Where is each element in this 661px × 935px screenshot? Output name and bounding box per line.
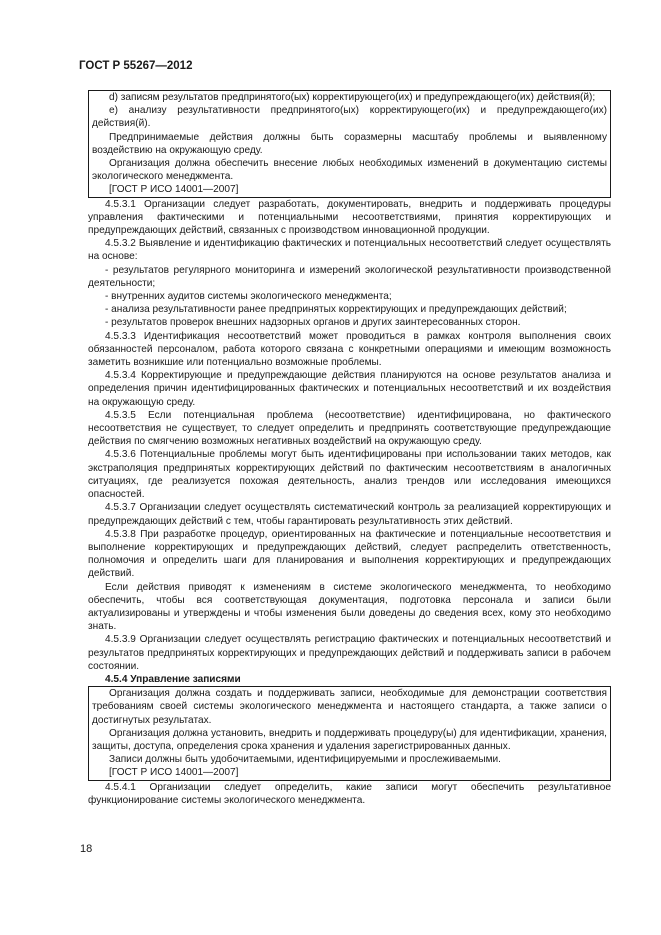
box-reference: [ГОСТ Р ИСО 14001—2007]	[109, 184, 239, 196]
clause-4-5-3-2: 4.5.3.2 Выявление и идентификацию фактических и потенциальных несоответствий следует осуществлять на основе:	[88, 238, 611, 263]
box-paragraph: Организация должна обеспечить внесение любых необходимых изменений в документацию системы экологического менеджмента.	[92, 158, 607, 183]
quote-box-corrective-actions	[88, 90, 611, 198]
box-reference: [ГОСТ Р ИСО 14001—2007]	[109, 767, 239, 779]
body-text-section-2	[88, 781, 611, 807]
clause-4-5-3-9: 4.5.3.9 Организации следует осуществлять регистрацию фактических и потенциальных несоответствий и результатов предпринятых корректирующих и предупреждающих действий и поддерживать записи в рабочем состоянии.	[88, 634, 611, 672]
box-paragraph: Организация должна установить, внедрить и поддерживать процедуру(ы) для идентификации, хранения, защиты, доступа, определения срока хранения и удаления зарегистрированных данных.	[92, 727, 607, 752]
clause-4-5-3-4: 4.5.3.4 Корректирующие и предупреждающие действия планируются на основе результатов анализа и определения причин идентифицированных фактических и потенциальных несоответствий и их воздействия на окружающую среду.	[88, 370, 611, 408]
clause-4-5-3-6: 4.5.3.6 Потенциальные проблемы могут быть идентифицированы при использовании таких методов, как экстраполяция предпринятых корректирующих действий по фактическим несоответствиям в аналогичных ситуациях, где реализуется похожая деятельность, анализ трендов или исследования имеющихся опасностей.	[88, 449, 611, 501]
list-item: - анализа результативности ранее предпринятых корректирующих и предупреждающих действий;	[105, 304, 567, 316]
page-content	[88, 90, 611, 807]
body-text-section-1	[88, 198, 611, 673]
clause-4-5-3-7: 4.5.3.7 Организации следует осуществлять систематический контроль за реализацией корректирующих и предупреждающих действий с тем, чтобы гарантировать результативность этих действий.	[88, 502, 611, 527]
box-item-e: e) анализу результативности предпринятого(ых) корректирующего(их) и предупреждающего(их) действия(й).	[92, 105, 607, 130]
clause-4-5-3-8: 4.5.3.8 При разработке процедур, ориентированных на фактические и потенциальные несоответствия и выполнение корректирующих и предупреждающих действий, следует распределить ответственность, полномочия и определить шаги для планирования и выполнения корректирующих и предупреждающих действий.	[88, 528, 611, 580]
list-item: - результатов регулярного мониторинга и измерений экологической результативности производственной деятельности;	[88, 264, 611, 289]
box-paragraph: Записи должны быть удобочитаемыми, идентифицируемыми и прослеживаемыми.	[109, 754, 501, 766]
page-header: ГОСТ Р 55267—2012	[79, 60, 193, 72]
clause-4-5-3-5: 4.5.3.5 Если потенциальная проблема (несоответствие) идентифицирована, но фактического несоответствия не существует, то следует определить и предпринять соответствующие предупреждающие действия по смягчению возможных негативных воздействий на окружающую среду.	[88, 409, 611, 448]
page-number: 18	[80, 843, 93, 855]
box-paragraph: Организация должна создать и поддерживать записи, необходимые для демонстрации соответствия требованиям своей системы экологического менеджмента и настоящего стандарта, а также записи о достигнутых результатах.	[92, 688, 607, 726]
clause-4-5-3-3: 4.5.3.3 Идентификация несоответствий может проводиться в рамках контроля выполнения своих обязанностей персоналом, работа которого связана с конкретными операциями и имеющим возможность заметить возникшие или потенциально возможные проблемы.	[88, 330, 611, 369]
clause-4-5-3-1: 4.5.3.1 Организации следует разработать, документировать, внедрить и поддерживать процедуры управления фактическими и потенциальными несоответствиями, принятия корректирующих и предупреждающих действий, связанных с производством инновационной продукции.	[88, 198, 611, 237]
section-heading: 4.5.4 Управление записями	[105, 673, 241, 685]
clause-4-5-4-1: 4.5.4.1 Организации следует определить, какие записи могут обеспечить результативное функционирование системы экологического менеджмента.	[88, 781, 611, 806]
body-paragraph: Если действия приводят к изменениям в системе экологического менеджмента, то необходимо обеспечить, чтобы вся соответствующая документация, подготовка персонала и записи были актуализированы и утверждены и чтобы изменения были доведены до сведения всех, кому это необходимо знать.	[88, 581, 611, 633]
box-item-d: d) записям результатов предпринятого(ых) корректирующего(их) и предупреждающего(их) действия(й);	[109, 92, 596, 103]
box-paragraph: Предпринимаемые действия должны быть соразмерны масштабу проблемы и выявленному воздействию на окружающую среду.	[92, 131, 607, 156]
list-item: - внутренних аудитов системы экологического менеджмента;	[105, 291, 392, 303]
quote-box-records	[88, 686, 611, 780]
list-item: - результатов проверок внешних надзорных органов и других заинтересованных сторон.	[105, 317, 521, 329]
